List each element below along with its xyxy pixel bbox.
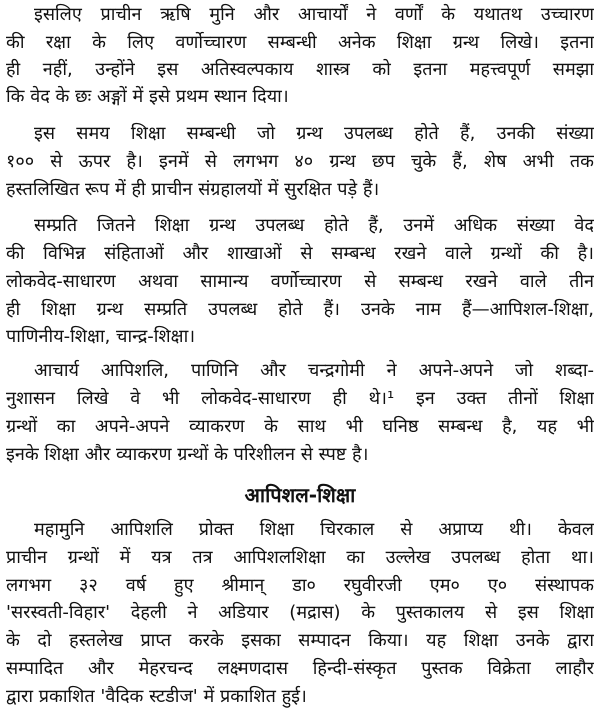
text-line: पाणिनीय-शिक्षा, चान्द्र-शिक्षा।	[6, 326, 196, 347]
text-line: लोकवेद-साधारण अथवा सामान्य वर्णोच्चारण से सम्बन्ध रखने वाले तीन	[6, 271, 594, 292]
text-line: 'सरस्वती-विहार' देहली ने अडियार (मद्रास) के पुस्तकालय से इस शिक्षा	[6, 602, 594, 623]
text-line: ही शिक्षा ग्रन्थ सम्प्रति उपलब्ध होते हैं। उनके नाम हैं—आपिशल-शिक्षा,	[6, 299, 594, 320]
text-line: कि वेद के छः अङ्गों में इसे प्रथम स्थान दिया।	[6, 86, 289, 107]
text-line: आचार्य आपिशलि, पाणिनि और चन्द्रगोमी ने अपने-अपने जो शब्दा-	[34, 360, 594, 381]
text-line: महामुनि आपिशलि प्रोक्त शिक्षा चिरकाल से अप्राप्य थी। केवल	[34, 519, 594, 540]
text-line: प्राचीन ग्रन्थों में यत्र तत्र आपिशलशिक्षा का उल्लेख उपलब्ध होता था।	[6, 547, 594, 568]
text-line: की विभिन्न संहिताओं और शाखाओं से सम्बन्ध रखने वाले ग्रन्थों की है।	[6, 243, 594, 264]
section-heading: आपिशल-शिक्षा	[244, 483, 356, 507]
text-line: इनके शिक्षा और व्याकरण ग्रन्थों के परिशीलन से स्पष्ट है।	[6, 444, 369, 465]
text-line: ग्रन्थों का अपने-अपने व्याकरण के साथ भी घनिष्ठ सम्बन्ध है, यह भी	[6, 416, 594, 437]
text-line: लगभग ३२ वर्ष हुए श्रीमान् डा० रघुवीरजी एम० ए० संस्थापक	[6, 575, 594, 596]
text-line: हस्तलिखित रूप में ही प्राचीन संग्रहालयों में सुरक्षित पड़े हैं।	[6, 179, 380, 200]
text-line: द्वारा प्रकाशित 'वैदिक स्टडीज' में प्रकाशित हुई।	[6, 686, 307, 707]
text-line: सम्प्रति जितने शिक्षा ग्रन्थ उपलब्ध होते हैं, उनमें अधिक संख्या वेद	[34, 215, 594, 236]
text-line: इस समय शिक्षा सम्बन्धी जो ग्रन्थ उपलब्ध होते हैं, उनकी संख्या	[34, 123, 594, 144]
text-line: के दो हस्तलेख प्राप्त करके इसका सम्पादन किया। यह शिक्षा उनके द्वारा	[6, 630, 594, 651]
text-line: ही नहीं, उन्होंने इस अतिस्वल्पकाय शास्त्र को इतना महत्त्वपूर्ण समझा	[6, 59, 594, 80]
text-line: १०० से ऊपर है। इनमें से लगभग ४० ग्रन्थ छप चुके हैं, शेष अभी तक	[6, 151, 594, 172]
text-line: नुशासन लिखे वे भी लोकवेद-साधारण ही थे।¹ इन उक्त तीनों शिक्षा	[6, 388, 594, 409]
text-line: सम्पादित और मेहरचन्द लक्ष्मणदास हिन्दी-संस्कृत पुस्तक विक्रेता लाहौर	[6, 658, 594, 679]
text-line: की रक्षा के लिए वर्णोच्चारण सम्बन्धी अनेक शिक्षा ग्रन्थ लिखे। इतना	[6, 32, 594, 53]
document-page	[6, 0, 594, 725]
text-line: इसलिए प्राचीन ऋषि मुनि और आचार्यों ने वर्णों के यथातथ उच्चारण	[34, 4, 594, 25]
